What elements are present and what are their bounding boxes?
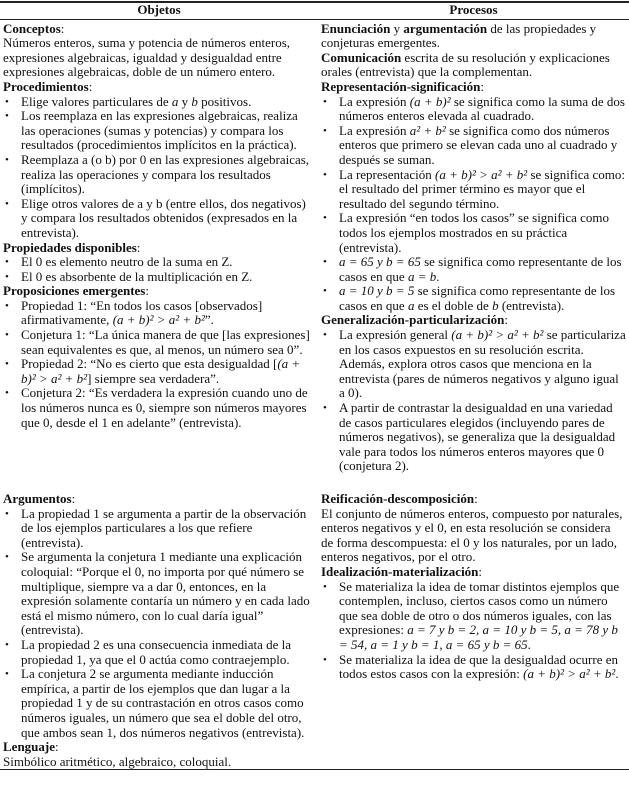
section-heading-label: Lenguaje: [3, 739, 55, 755]
paragraph: [3, 36, 315, 80]
text-run: escrita de su resolución y explicaciones orales (entrevista) que la complementan.: [321, 49, 610, 80]
bullet-list: [3, 95, 315, 241]
section-heading: [321, 80, 626, 95]
section-heading: [321, 565, 626, 580]
section-heading-label: Generalización-particularización: [321, 312, 505, 328]
text-run: Propiedad 1: “En todos los casos [observados] afirmativamente,: [21, 297, 263, 328]
colon: :: [478, 563, 483, 579]
list-item: [3, 386, 315, 430]
colon: :: [88, 78, 93, 94]
text-run: es el doble de: [414, 297, 493, 313]
list-item: [321, 255, 626, 284]
text-run: ”.: [204, 312, 214, 328]
list-item: [3, 95, 315, 110]
text-run: de las propiedades y conjeturas emergentes.: [321, 20, 597, 51]
math-expression: (a + b)² > a² + b²: [523, 666, 616, 682]
list-item: [321, 211, 626, 255]
bold-term: Comunicación: [321, 49, 402, 65]
text-run: Números enteros, suma y potencia de números enteros, expresiones algebraicas, igualdad y desigualdad entre expresiones algebraicas, doble de un número entero.: [3, 35, 291, 80]
section-heading-label: Proposiciones emergentes: [3, 283, 146, 299]
text-run: La expresión general: [339, 327, 452, 343]
bullet-list: [321, 328, 626, 474]
math-expression: (a + b)² > a² + b²: [435, 166, 528, 182]
text-run: .: [615, 666, 619, 682]
text-run: Se materializa la idea de que la desigualdad ocurre en todos estos casos con la expresión:: [339, 651, 619, 682]
text-run: (entrevista).: [498, 297, 565, 313]
header-objetos: Objetos: [0, 2, 318, 19]
cell-procesos-1: [318, 19, 629, 474]
list-item: [3, 299, 315, 328]
list-item: [3, 270, 315, 285]
colon: :: [55, 739, 59, 755]
text-run: El 0 es elemento neutro de la suma en Z.: [21, 254, 233, 270]
colon: :: [504, 312, 509, 328]
math-expression: a = 65 y b = 65: [339, 254, 421, 270]
section-heading: [3, 22, 315, 37]
list-item: [321, 653, 626, 682]
section-heading: [321, 492, 626, 507]
text-run: se significa como la suma de dos números enteros elevada al cuadrado.: [339, 93, 625, 124]
bullet-list: [321, 95, 626, 314]
list-item: [321, 401, 626, 474]
list-item: [3, 550, 315, 638]
text-run: Conjetura 1: “La única manera de que [las expresiones] sean equivalentes es que, al menos, un número sea 0”.: [21, 327, 310, 357]
header-row: [0, 2, 629, 19]
list-item: [3, 638, 315, 667]
section-heading-label: Idealización-materialización: [321, 563, 479, 579]
text-run: y: [390, 20, 404, 36]
text-run: La expresión: [339, 122, 410, 138]
text-run: La expresión “en todos los casos” se significa como todos los ejemplos mostrados en su práctica (entrevista).: [339, 210, 610, 255]
section-heading: [3, 740, 315, 755]
text-run: se significa como: el resultado del primer término es mayor que el resultado del segundo término.: [339, 166, 626, 211]
math-expression: a: [407, 297, 415, 313]
text-run: Se argumenta la conjetura 1 mediante una explicación coloquial: “Porque el 0, no importa por qué número se multiplique, siempre va a dar 0, entonces, en la expresión solamente contaría un número y en cada lado está el mismo número, con lo cual daría igual” (entrevista).: [21, 549, 310, 638]
cell-objetos-2: [0, 474, 318, 770]
list-item: [3, 357, 315, 386]
list-item: [321, 328, 626, 401]
list-item: [3, 667, 315, 740]
colon: :: [480, 78, 484, 94]
section-heading: [3, 284, 315, 299]
math-expression: b: [191, 93, 198, 109]
paragraph: [321, 507, 626, 565]
math-expression: a = 7 y b = 2, a = 10 y b = 5, a = 78 y b = 54, a = 1 y b = 1, a = 65 y b = 65: [339, 622, 618, 652]
text-run: Elige valores particulares de: [21, 93, 172, 109]
text-run: Propiedad 2: “No es cierto que esta desigualdad [: [21, 356, 278, 372]
section-heading: [3, 492, 315, 507]
section-heading: [3, 80, 315, 95]
math-expression: a: [171, 93, 179, 109]
list-item: [3, 328, 315, 357]
section-heading-label: Representación-significación: [321, 78, 481, 94]
math-expression: (a + b)² > a² + b²: [451, 327, 544, 343]
text-run: Reemplaza a (o b) por 0 en las expresiones algebraicas, realiza las operaciones y compara los resultados (implícitos).: [21, 151, 310, 197]
section-heading: [3, 241, 315, 256]
math-expression: a² + b²: [409, 122, 446, 138]
objects-processes-table: [0, 1, 629, 770]
cell-objetos-1: [0, 19, 318, 474]
section-heading-label: Propiedades disponibles: [3, 239, 137, 255]
colon: :: [145, 283, 149, 299]
text-run: Elige otros valores de a y b (entre ellos, dos negativos) y compara los resultados obtenidos (expresados en la entrevista).: [21, 195, 306, 240]
list-item: [321, 580, 626, 653]
text-run: .: [527, 636, 531, 652]
table-row: [0, 474, 629, 770]
colon: :: [60, 20, 65, 36]
section-heading: [321, 313, 626, 328]
list-item: [321, 95, 626, 124]
text-run: ] siempre sea verdadera”.: [87, 370, 220, 386]
text-run: se significa como dos números enteros que primero se elevan cada uno al cuadrado y después se suman.: [339, 122, 618, 167]
bold-term: Enunciación: [321, 20, 391, 36]
list-item: [3, 255, 315, 270]
table-row: [0, 19, 629, 474]
section-heading-label: Reificación-descomposición: [321, 491, 475, 506]
bullet-list: [3, 507, 315, 741]
paragraph: [321, 22, 626, 51]
text-run: .: [436, 268, 440, 284]
bullet-list: [321, 580, 626, 682]
text-run: positivos.: [197, 93, 252, 109]
text-run: La propiedad 2 es una consecuencia inmediata de la propiedad 1, ya que el 0 actúa como contraejemplo.: [21, 636, 291, 667]
colon: :: [474, 491, 478, 506]
section-heading-label: Procedimientos: [3, 78, 89, 94]
text-run: El 0 es absorbente de la multiplicación en Z.: [21, 268, 253, 284]
text-run: se particulariza en los casos expuestos en su resolución escrita. Además, explora otros casos que menciona en la entrevista (pares de números negativos y alguno igual a 0).: [339, 327, 626, 401]
list-item: [3, 109, 315, 153]
paragraph: [3, 755, 315, 770]
colon: :: [71, 491, 76, 506]
list-item: [3, 197, 315, 241]
colon: :: [136, 239, 141, 255]
text-run: Los reemplaza en las expresiones algebraicas, realiza las operaciones (sumas y potencias) y compara los resultados (procedimientos implícitos en la práctica).: [21, 108, 298, 153]
list-item: [3, 153, 315, 197]
text-run: y: [178, 93, 192, 109]
text-run: La representación: [339, 166, 436, 182]
math-expression: b: [492, 297, 499, 313]
bullet-list: [3, 299, 315, 430]
list-item: [321, 284, 626, 313]
text-run: Simbólico aritmético, algebraico, coloquial.: [3, 753, 232, 769]
text-run: se significa como representante de los casos en que: [339, 283, 616, 313]
math-expression: a = b: [407, 268, 437, 284]
math-expression: (a + b)² > a² + b²: [21, 356, 301, 386]
text-run: La expresión: [339, 93, 410, 109]
list-item: [321, 124, 626, 168]
paragraph: [321, 51, 626, 80]
text-run: A partir de contrastar la desigualdad en una variedad de casos particulares elegidos (incluyendo pares de números negativos), se generaliza que la desigualdad vale para todos los números enteros mayores que 0 (conjetura 2).: [339, 400, 616, 474]
list-item: [3, 507, 315, 551]
text-run: El conjunto de números enteros, compuesto por naturales, enteros negativos y el 0, en esta resolución se considera de forma descompuesta: el 0 y los naturales, por un lado, enteros negativos, por el otro.: [321, 505, 623, 565]
bold-term: argumentación: [403, 20, 488, 36]
header-procesos: Procesos: [318, 2, 629, 19]
text-run: La propiedad 1 se argumenta a partir de la observación de los ejemplos particulares a los que refiere (entrevista).: [21, 505, 307, 550]
section-heading-label: Argumentos: [3, 491, 72, 506]
text-run: se significa como representante de los casos en que: [339, 254, 622, 284]
math-expression: a = 10 y b = 5: [339, 283, 415, 299]
text-run: La conjetura 2 se argumenta mediante inducción empírica, a partir de los ejemplos que dan lugar a la propiedad 1 y de su contrastación en otros casos como números iguales, un número que sea el doble del otro, que ambos sean 1, dos números negativos (entrevista).: [21, 666, 305, 740]
math-expression: (a + b)² > a² + b²: [112, 312, 205, 328]
cell-procesos-2: [318, 474, 629, 770]
text-run: Se materializa la idea de tomar distintos ejemplos que contemplen, incluso, ciertos casos como un número que sea doble de otro o dos números iguales, con las expresiones:: [339, 578, 620, 638]
section-heading-label: Conceptos: [3, 20, 61, 36]
math-expression: (a + b)²: [409, 93, 451, 109]
text-run: Conjetura 2: “Es verdadera la expresión cuando uno de los números nunca es 0, siempre son números mayores que 0, desde el 1 en adelante” (entrevista).: [21, 385, 308, 430]
bullet-list: [3, 255, 315, 284]
list-item: [321, 168, 626, 212]
